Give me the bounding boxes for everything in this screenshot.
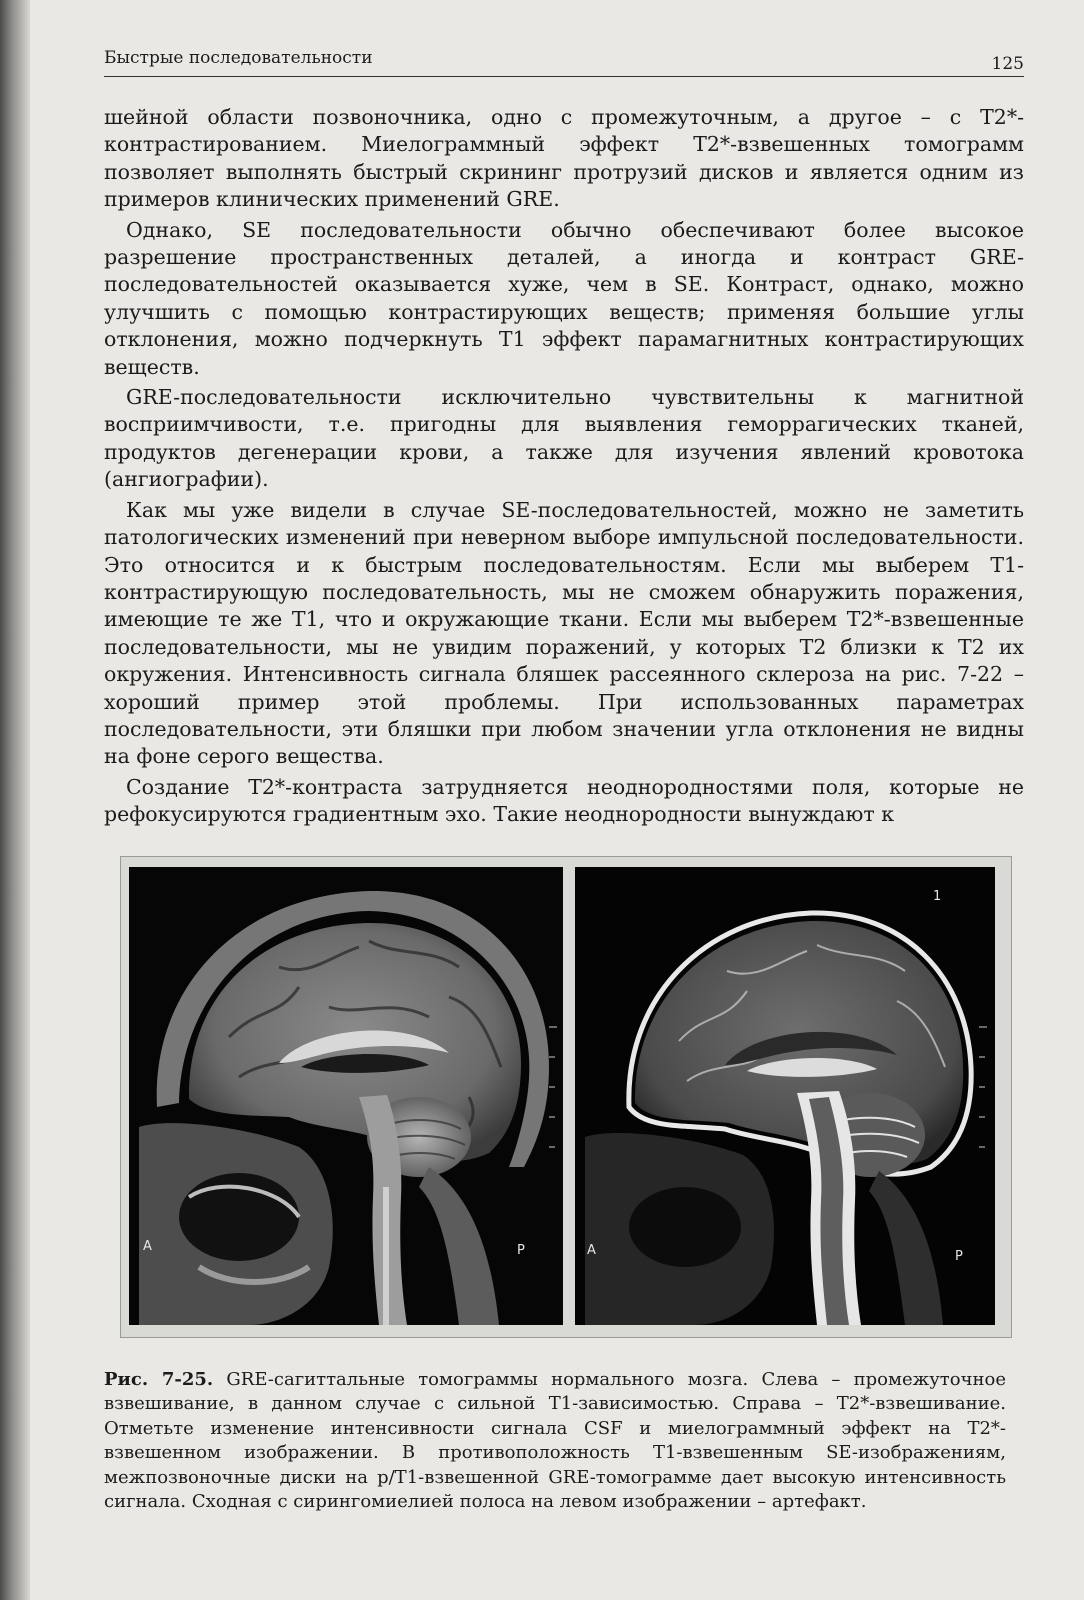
anterior-label: A: [587, 1243, 596, 1258]
running-title: Быстрые последовательности: [104, 48, 373, 68]
figure-caption: [104, 1368, 1006, 1514]
posterior-label: P: [517, 1243, 525, 1258]
caption-label: Рис. 7-25.: [104, 1369, 214, 1390]
paragraph: Как мы уже видели в случае SE-последовательностей, можно не заметить патологических изменений при неверном выборе импульсной последовательности. Это относится и к быстрым последовательностям. Если мы выберем Т1-контрастирующую последовательность, мы не сможем обнаружить поражения, имеющие те же Т1, что и окружающие ткани. Если мы выберем Т2*-взвешенные последовательности, мы не увидим поражений, у которых Т2 близки к Т2 их окружения. Интенсивность сигнала бляшек рассеянного склероза на рис. 7-22 – хороший пример этой проблемы. При использованных параметрах последовательности, эти бляшки при любом значении угла отклонения не видны на фоне серого вещества.: [104, 497, 1024, 769]
body-text: [104, 104, 1024, 829]
mri-right-drawing: [575, 867, 995, 1325]
book-page: [104, 0, 1024, 1600]
image-number-label: 1: [933, 889, 942, 904]
page-header: [104, 46, 1024, 77]
paragraph: Создание Т2*-контраста затрудняется неоднородностями поля, которые не рефокусируются градиентным эхо. Такие неоднородности вынуждают к: [104, 774, 1024, 827]
paragraph: Однако, SE последовательности обычно обеспечивают более высокое разрешение пространственных деталей, а иногда и контраст GRE-последовательностей оказывается хуже, чем в SE. Контраст, однако, можно улучшить с помощью контрастирующих веществ; применяя большие углы отклонения, можно подчеркнуть Т1 эффект парамагнитных контрастирующих веществ.: [104, 217, 1024, 379]
mri-left-image: [129, 867, 563, 1325]
mri-left-drawing: [129, 867, 563, 1325]
posterior-label: P: [955, 1249, 963, 1264]
binding-shadow: [0, 0, 30, 1600]
anterior-label: A: [143, 1239, 152, 1254]
paragraph: GRE-последовательности исключительно чувствительны к магнитной восприимчивости, т.е. пригодны для выявления геморрагических тканей, продуктов дегенерации крови, а также для изучения явлений кровотока (ангиографии).: [104, 385, 1024, 492]
page-number: 125: [991, 54, 1024, 74]
paragraph: шейной области позвоночника, одно с промежуточным, а другое – с Т2*-контрастированием. Миелограммный эффект Т2*-взвешенных томограмм позволяет выполнять быстрый скрининг протрузий дисков и является одним из примеров клинических применений GRE.: [104, 105, 1024, 212]
mri-right-image: [575, 867, 995, 1325]
caption-text: GRE-сагиттальные томограммы нормального мозга. Слева – промежуточное взвешивание, в данном случае с сильной Т1-зависимостью. Справа – Т2*-взвешивание. Отметьте изменение интенсивности сигнала CSF и миелограммный эффект на Т2*-взвешенном изображении. В противоположность Т1-взвешенным SE-изображениям, межпозвоночные диски на р/Т1-взвешенной GRE-томограмме дает высокую интенсивность сигнала. Сходная с сирингомиелией полоса на левом изображении – артефакт.: [104, 1369, 1006, 1513]
figure-7-25: [120, 856, 1012, 1338]
